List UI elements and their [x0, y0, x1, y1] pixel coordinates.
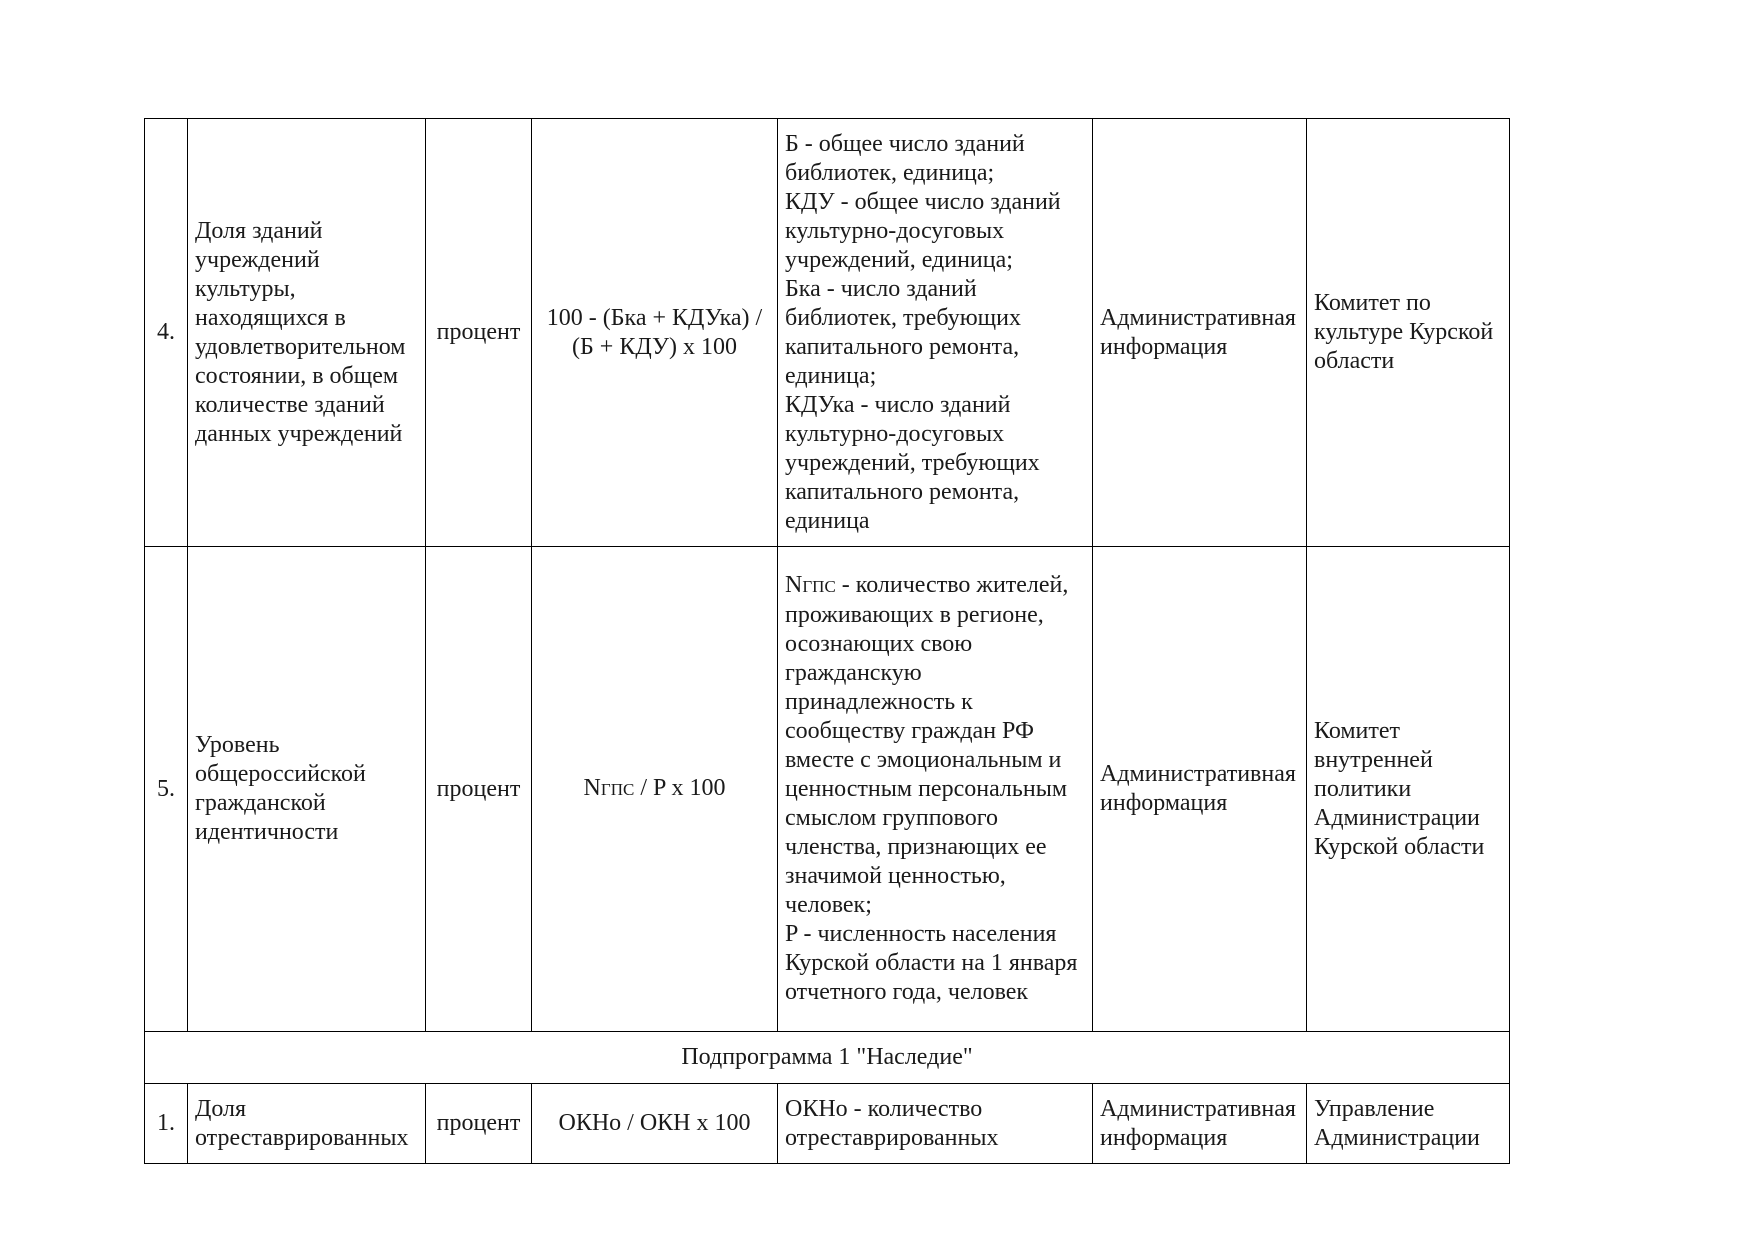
formula-subscript: ГПС	[600, 780, 635, 799]
formula-symbol: N	[583, 775, 601, 801]
table-row	[145, 1084, 1510, 1164]
unit-of-measure: процент	[426, 1084, 532, 1164]
formula-rest: / P x 100	[634, 775, 726, 801]
table-row	[145, 547, 1510, 1032]
responsible-body: Управление Администрации	[1307, 1084, 1510, 1164]
indicator-name: Доля отреставрированных	[188, 1084, 426, 1164]
subprogram-title: Подпрограмма 1 "Наследие"	[145, 1032, 1510, 1084]
desc-rest: - количество жителей, проживающих в регионе, осознающих свою гражданскую принадлежность к сообществу граждан РФ вместе с эмоциональным и ценностным персональным смыслом группового членства, признающих ее значимой ценностью, человек; P - численность населения Курской области на 1 января отчетного года, человек	[785, 572, 1078, 1005]
indicators-table	[144, 118, 1510, 1164]
indicator-name: Уровень общероссийской гражданской идентичности	[188, 547, 426, 1032]
desc-subscript: ГПС	[802, 577, 836, 596]
row-number: 5.	[145, 547, 188, 1032]
calculation-formula: ОКНо / ОКН x 100	[532, 1084, 778, 1164]
responsible-body: Комитет по культуре Курской области	[1307, 119, 1510, 547]
formula-line: (Б + КДУ) x 100	[572, 333, 737, 360]
calculation-formula	[532, 119, 778, 547]
unit-of-measure: процент	[426, 119, 532, 547]
calculation-formula	[532, 547, 778, 1032]
desc-symbol: N	[785, 572, 803, 598]
formula-description: Б - общее число зданий библиотек, единица; КДУ - общее число зданий культурно-досуговых учреждений, единица; Бка - число зданий библиотек, требующих капитального ремонта, единица; КДУка - число зданий культурно-досуговых учреждений, требующих капитального ремонта, единица	[778, 119, 1093, 547]
formula-line: 100 - (Бка + КДУка) /	[546, 304, 763, 331]
responsible-body: Комитет внутренней политики Администрации Курской области	[1307, 547, 1510, 1032]
unit-of-measure: процент	[426, 547, 532, 1032]
row-number: 1.	[145, 1084, 188, 1164]
formula-description	[778, 547, 1093, 1032]
indicator-name: Доля зданий учреждений культуры, находящихся в удовлетворительном состоянии, в общем количестве зданий данных учреждений	[188, 119, 426, 547]
row-number: 4.	[145, 119, 188, 547]
data-source: Административная информация	[1093, 547, 1307, 1032]
formula-description: ОКНо - количество отреставрированных	[778, 1084, 1093, 1164]
table-row	[145, 119, 1510, 547]
subprogram-header-row	[145, 1032, 1510, 1084]
data-source: Административная информация	[1093, 1084, 1307, 1164]
data-source: Административная информация	[1093, 119, 1307, 547]
